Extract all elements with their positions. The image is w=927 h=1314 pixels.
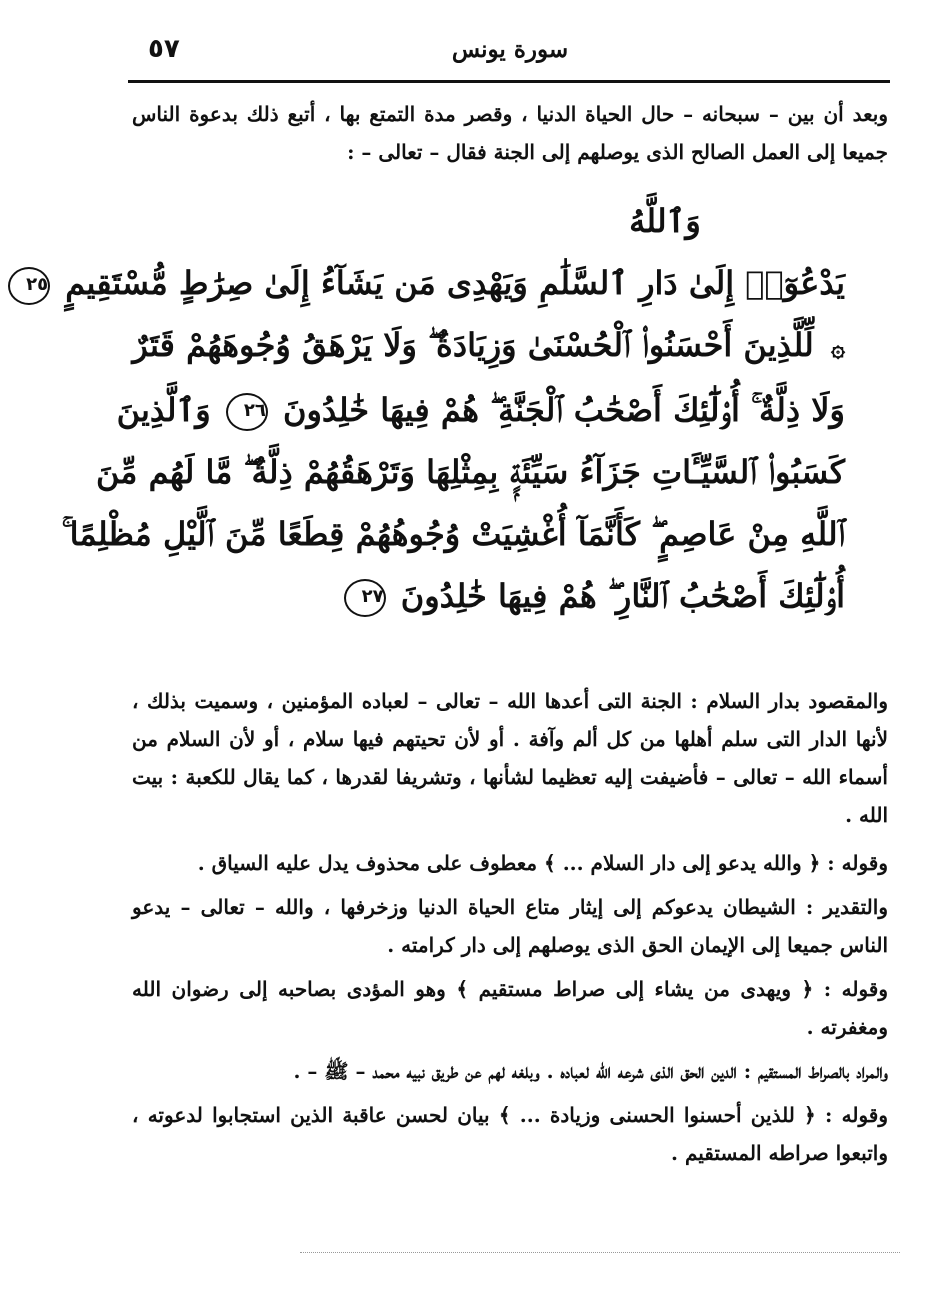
verse-line-7 — [205, 565, 845, 627]
commentary-paragraph: وقوله : ﴿ ويهدى من يشاء إلى صراط مستقيم ﴾ وهو المؤدى بصاحبه إلى رضوان الله ومغفرته . — [132, 977, 889, 1039]
page-header — [130, 28, 890, 78]
verse-text: يَدْعُوٓا۟ إِلَىٰ دَارِ ٱلسَّلَٰمِ وَيَهْدِى مَن يَشَآءُ إِلَىٰ صِرَٰطٍ مُّسْتَقِيمٍ — [65, 264, 845, 302]
footer-rule — [300, 1252, 900, 1253]
commentary — [132, 682, 888, 1178]
commentary-paragraph: وقوله : ﴿ والله يدعو إلى دار السلام ... ﴾ معطوف على محذوف يدل عليه السياق . — [197, 851, 888, 875]
verse-text: وَٱلَّذِينَ — [116, 390, 211, 429]
verse-line-5: كَسَبُوا۟ ٱلسَّيِّـَٔاتِ جَزَآءُ سَيِّئَةٍۭ بِمِثْلِهَا وَتَرْهَقُهُمْ ذِلَّةٌ ۖ مَّا لَهُم مِّنَ — [95, 452, 845, 491]
intro-paragraph: وبعد أن بين – سبحانه – حال الحياة الدنيا ، وقصر مدة التمتع بها ، أتبع ذلك بدعوة الناس جميعا إلى العمل الصالح الذى يوصلهم إلى الجنة فقال – تعالى – : — [132, 102, 888, 164]
verse-text: أُو۟لَٰٓئِكَ أَصْحَٰبُ ٱلنَّارِ ۖ هُمْ فِيهَا خَٰلِدُونَ — [400, 576, 845, 615]
verse-line-4 — [116, 379, 845, 441]
hizb-marker-icon: ۞ — [830, 332, 845, 362]
ayah-marker-25: ٢٥ — [8, 267, 50, 305]
commentary-paragraph: والمراد بالصراط المستقيم : الدين الحق الذى شرعه الله لعباده . وبلغه لهم عن طريق نبيه محمد – ﷺ – . — [293, 1059, 888, 1083]
ayah-marker-26: ٢٦ — [226, 393, 268, 431]
surah-title: سورة يونس — [451, 36, 569, 63]
commentary-paragraph: والتقدير : الشيطان يدعوكم إلى إيثار متاع الحياة الدنيا وزخرفها ، والله – تعالى – يدعو الناس جميعا إلى الإيمان الحق الذى يوصلهم إلى دار كرامته . — [132, 895, 888, 957]
verse-line-3 — [132, 314, 845, 379]
verse-line-1: وَٱللَّهُ — [629, 202, 701, 240]
commentary-paragraph: وقوله : ﴿ للذين أحسنوا الحسنى وزيادة ... ﴾ بيان لحسن عاقبة الذين استجابوا لدعوته ، واتبعوا صراطه المستقيم . — [132, 1103, 888, 1165]
commentary-paragraph: والمقصود بدار السلام : الجنة التى أعدها الله – تعالى – لعباده المؤمنين ، وسميت بذلك ، لأنها الدار التى سلم أهلها من كل ألم وآفة . أو لأن تحيتهم فيها سلام ، أو لأن السلام من أسماء الله – تعالى – فأضيفت إليه تعظيما لشأنها ، وتشريفا لقدرها ، كما يقال للكعبة : بيت الله . — [132, 689, 888, 827]
ayah-marker-27: ٢٧ — [344, 579, 386, 617]
verse-text: وَلَا ذِلَّةٌ ۚ أُو۟لَٰٓئِكَ أَصْحَٰبُ ٱلْجَنَّةِ ۖ هُمْ فِيهَا خَٰلِدُونَ — [282, 390, 845, 429]
verse-line-2 — [26, 252, 845, 314]
quran-verses — [26, 190, 845, 627]
verse-text: لِّلَّذِينَ أَحْسَنُوا۟ ٱلْحُسْنَىٰ وَزِيَادَةٌ ۖ وَلَا يَرْهَقُ وُجُوهَهُمْ قَتَرٌ — [132, 326, 814, 364]
header-rule — [128, 80, 890, 83]
verse-line-6: ٱللَّهِ مِنْ عَاصِمٍ ۖ كَأَنَّمَآ أُغْشِيَتْ وُجُوهُهُمْ قِطَعًا مِّنَ ٱلَّيْلِ مُظْلِمًا ۚ — [61, 514, 845, 553]
page-number: ٥٧ — [148, 34, 180, 64]
